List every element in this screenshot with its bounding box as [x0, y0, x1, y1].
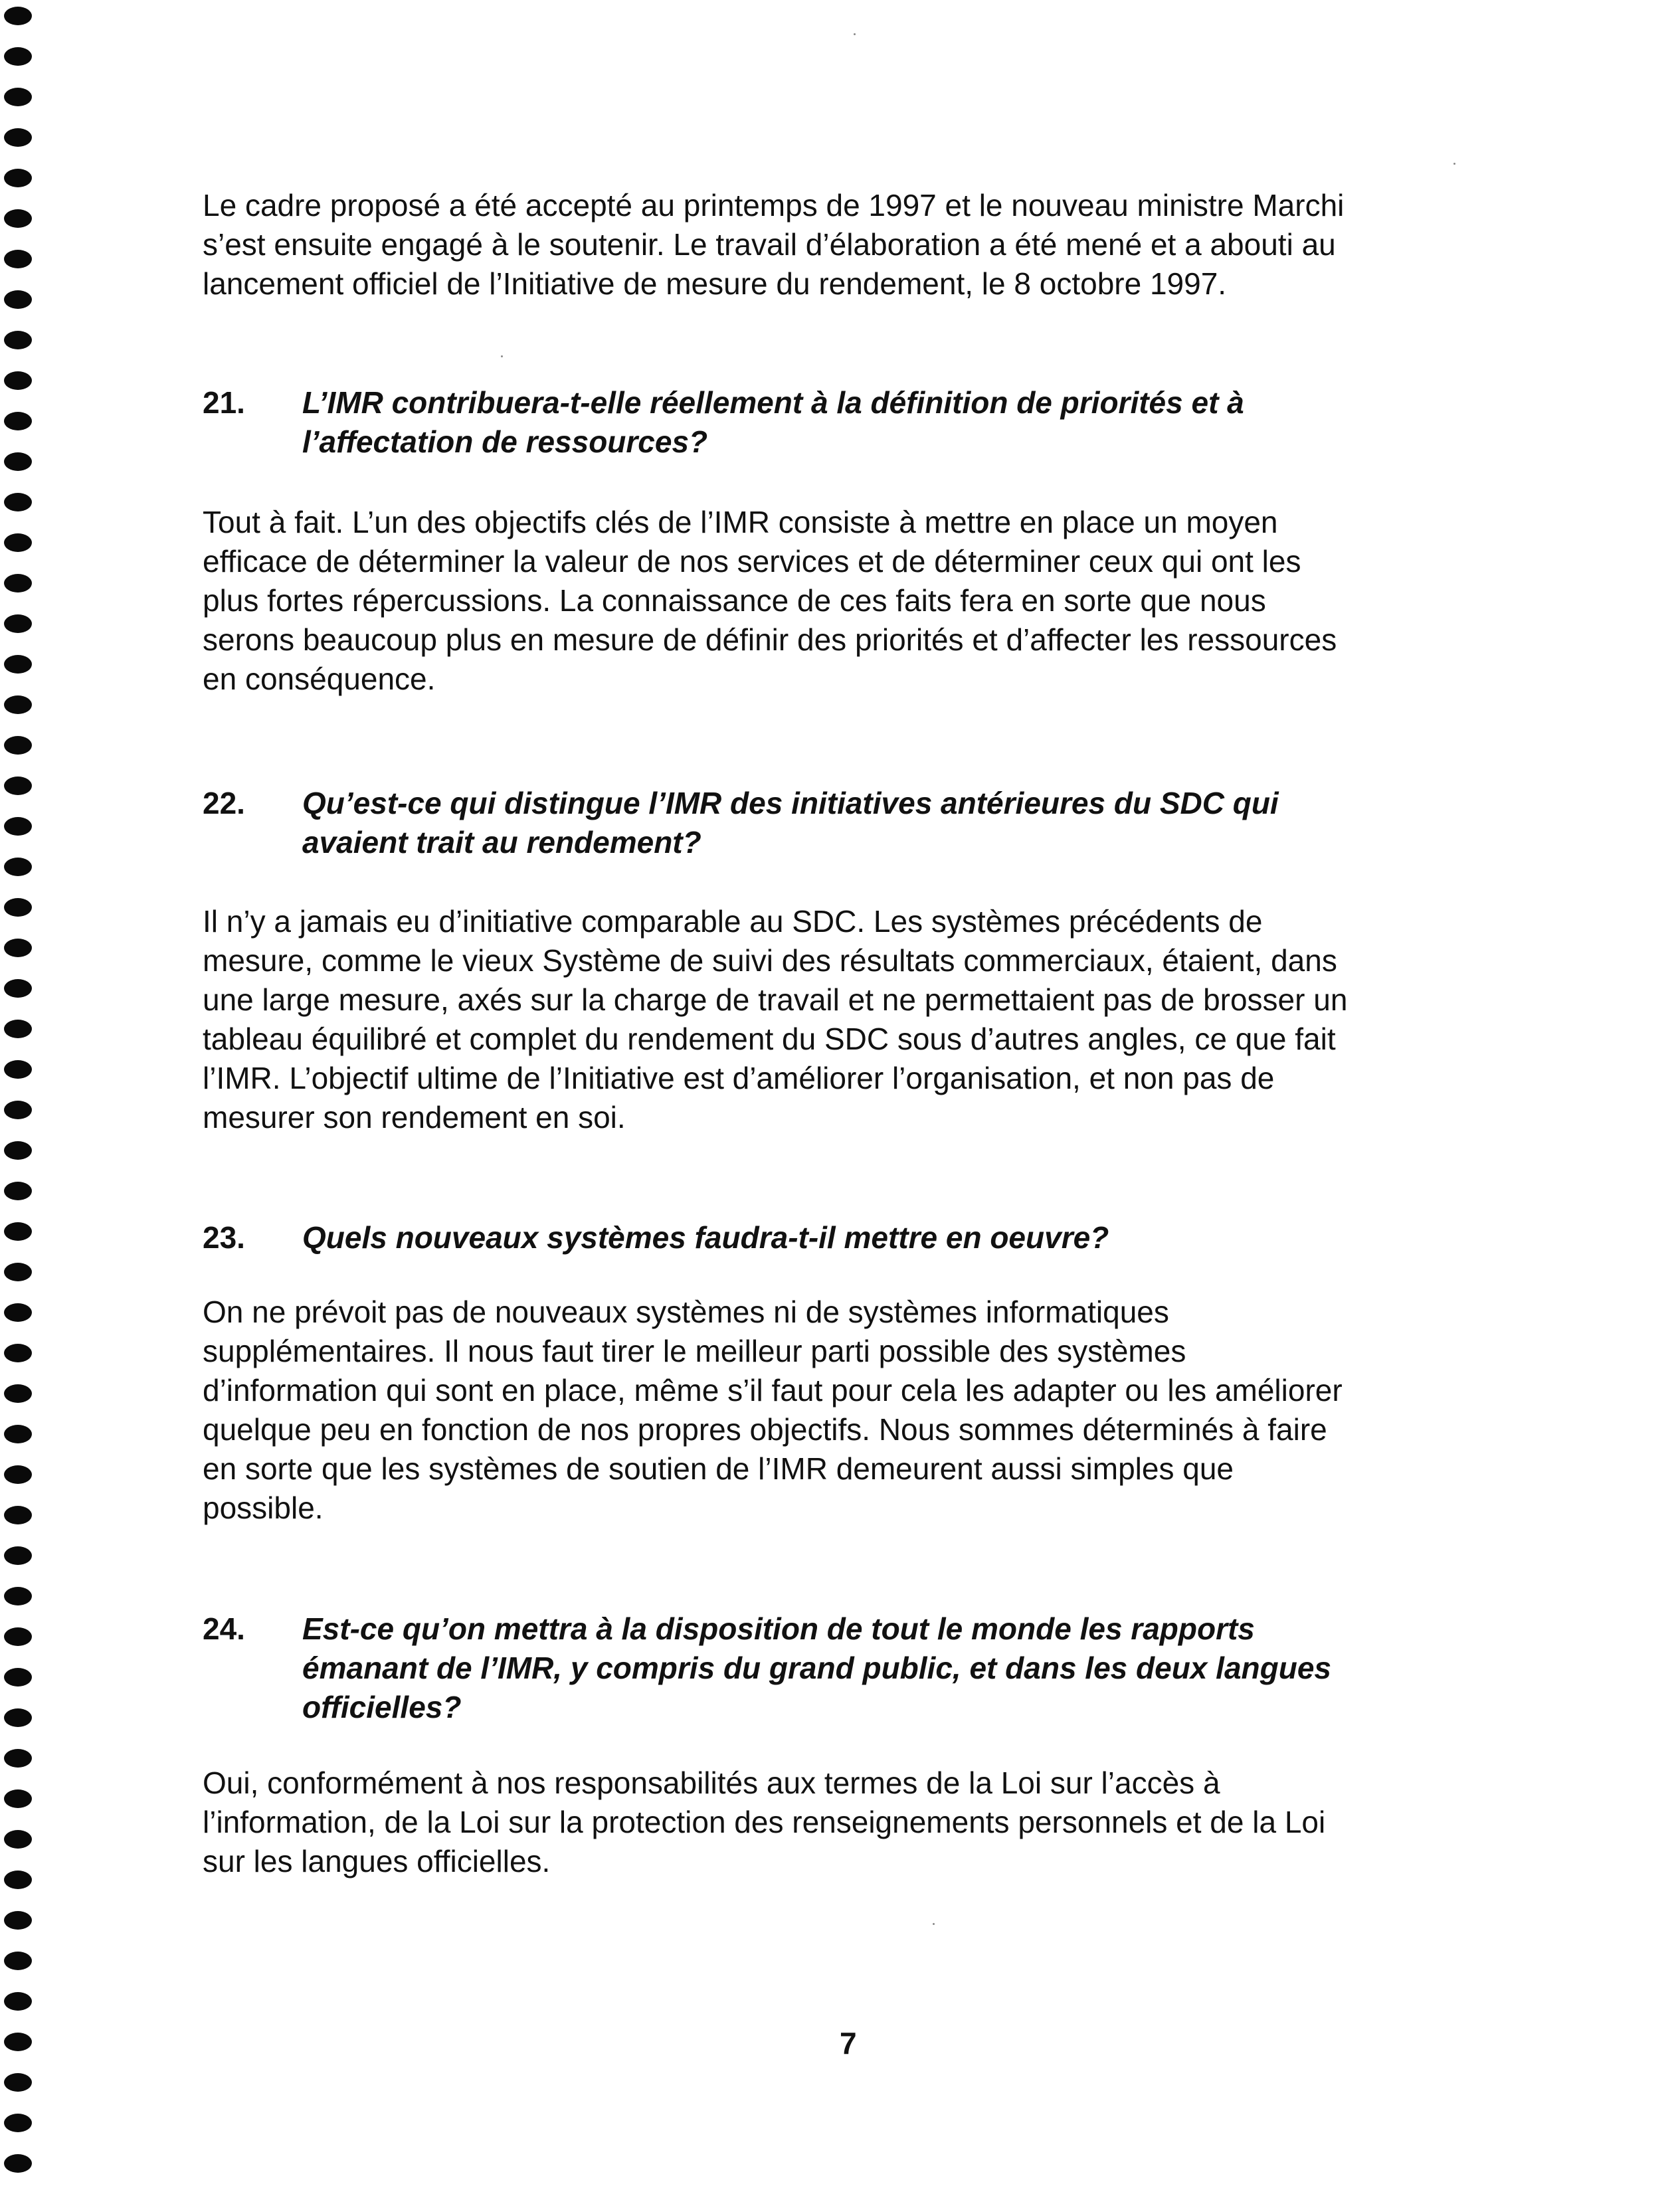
question-text: L’IMR contribuera-t-elle réellement à la définition de priorités et à l’affectation de ressources?	[302, 385, 1244, 459]
binding-hole	[4, 47, 32, 66]
binding-hole	[4, 1303, 32, 1322]
binding-hole	[4, 1952, 32, 1970]
question-text: Qu’est-ce qui distingue l’IMR des initiatives antérieures du SDC qui avaient trait au rendement?	[302, 786, 1279, 860]
answer-23: On ne prévoit pas de nouveaux systèmes ni de systèmes informatiques supplémentaires. Il nous faut tirer le meilleur parti possible des systèmes d’information qui sont en place, même s’il faut pour cela les adapter ou les améliorer quelque peu en fonction de nos propres objectifs. Nous sommes déterminés à faire en sorte que les systèmes de soutien de l’IMR demeurent aussi simples que possible.	[203, 1295, 1343, 1525]
binding-hole	[4, 290, 32, 309]
binding-hole	[4, 898, 32, 917]
binding-hole	[4, 1465, 32, 1484]
binding-hole	[4, 493, 32, 511]
binding-hole	[4, 1020, 32, 1038]
binding-hole	[4, 2073, 32, 2092]
binding-hole	[4, 655, 32, 674]
binding-hole	[4, 1060, 32, 1079]
scan-speck	[854, 33, 856, 35]
binding-hole	[4, 817, 32, 836]
binding-hole	[4, 1830, 32, 1849]
question-number: 24.	[203, 1611, 245, 1646]
scan-speck	[1453, 163, 1455, 165]
question-text: Est-ce qu’on mettra à la disposition de tout le monde les rapports émanant de l’IMR, y compris du grand public, et dans les deux langues officielles?	[302, 1611, 1331, 1724]
binding-hole	[4, 1344, 32, 1362]
binding-hole	[4, 1871, 32, 1889]
question-number: 23.	[203, 1220, 245, 1255]
question-number: 22.	[203, 786, 245, 820]
binding-hole	[4, 2154, 32, 2173]
binding-hole	[4, 88, 32, 106]
binding-hole	[4, 1506, 32, 1524]
question-text: Quels nouveaux systèmes faudra-t-il mettre en oeuvre?	[302, 1220, 1109, 1255]
binding-hole	[4, 1587, 32, 1605]
binding-hole	[4, 1911, 32, 1930]
binding-hole	[4, 1668, 32, 1687]
question-24	[203, 1609, 1508, 1729]
answer-21: Tout à fait. L’un des objectifs clés de l’IMR consiste à mettre en place un moyen efficace de déterminer la valeur de nos services et de déterminer ceux qui ont les plus fortes répercussions. La connaissance de ces faits fera en sorte que nous serons beaucoup plus en mesure de définir des priorités et d’affecter les ressources en conséquence.	[203, 505, 1337, 696]
binding-hole	[4, 1101, 32, 1119]
binding-hole	[4, 1708, 32, 1727]
question-23	[203, 1218, 1508, 1258]
binding-hole	[4, 1263, 32, 1281]
binding-hole	[4, 736, 32, 755]
binding-hole	[4, 371, 32, 390]
binding-hole	[4, 939, 32, 957]
question-22	[203, 784, 1508, 864]
intro-paragraph: Le cadre proposé a été accepté au printemps de 1997 et le nouveau ministre Marchi s’est ensuite engagé à le soutenir. Le travail d’élaboration a été mené et a abouti au lancement officiel de l’Initiative de mesure du rendement, le 8 octobre 1997.	[203, 188, 1345, 301]
scan-speck	[933, 1923, 935, 1925]
binding-hole	[4, 858, 32, 876]
binding-hole	[4, 2033, 32, 2051]
binding-hole	[4, 979, 32, 998]
binding-hole	[4, 128, 32, 147]
question-number: 21.	[203, 385, 245, 420]
binding-hole	[4, 331, 32, 349]
binding-hole	[4, 452, 32, 471]
page-number: 7	[840, 2026, 857, 2060]
binding-hole	[4, 574, 32, 593]
binding-hole	[4, 614, 32, 633]
binding-hole	[4, 250, 32, 268]
binding-hole	[4, 209, 32, 228]
binding-hole	[4, 533, 32, 552]
binding-hole	[4, 695, 32, 714]
binding-hole	[4, 1749, 32, 1768]
binding-hole	[4, 7, 32, 25]
binding-hole	[4, 1384, 32, 1403]
binding-hole	[4, 1425, 32, 1443]
question-21	[203, 383, 1508, 463]
scan-speck	[501, 355, 503, 357]
binding-holes	[0, 0, 40, 2192]
binding-hole	[4, 1182, 32, 1200]
binding-hole	[4, 1789, 32, 1808]
binding-hole	[4, 1546, 32, 1565]
binding-hole	[4, 1627, 32, 1646]
binding-hole	[4, 412, 32, 430]
binding-hole	[4, 776, 32, 795]
binding-hole	[4, 1992, 32, 2011]
binding-hole	[4, 2114, 32, 2132]
binding-hole	[4, 1141, 32, 1160]
answer-22: Il n’y a jamais eu d’initiative comparable au SDC. Les systèmes précédents de mesure, comme le vieux Système de suivi des résultats commerciaux, étaient, dans une large mesure, axés sur la charge de travail et ne permettaient pas de brosser un tableau équilibré et complet du rendement du SDC sous d’autres angles, ce que fait l’IMR. L’objectif ultime de l’Initiative est d’améliorer l’organisation, et non pas de mesurer son rendement en soi.	[203, 904, 1348, 1135]
binding-hole	[4, 169, 32, 187]
binding-hole	[4, 1222, 32, 1241]
answer-24: Oui, conformément à nos responsabilités aux termes de la Loi sur l’accès à l’information, de la Loi sur la protection des renseignements personnels et de la Loi sur les langues officielles.	[203, 1766, 1326, 1878]
